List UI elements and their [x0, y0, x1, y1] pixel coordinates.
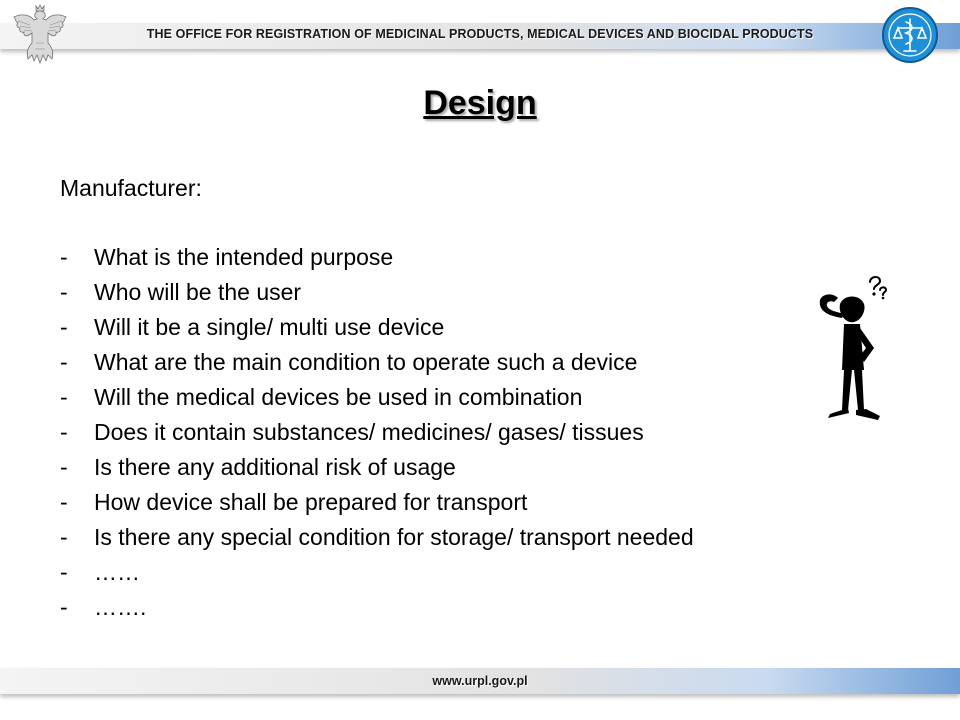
thinking-figure-icon: [808, 270, 892, 430]
subtitle-manufacturer: Manufacturer:: [60, 175, 202, 201]
list-marker: -: [60, 349, 68, 375]
list-item-text: Is there any special condition for storage/ transport needed: [94, 524, 694, 550]
list-item: [60, 592, 694, 627]
list-item: [60, 242, 694, 277]
urpl-seal-icon: [881, 6, 939, 64]
list-item-text: …….: [94, 594, 147, 620]
list-item: [60, 382, 694, 417]
eagle-emblem-icon: [10, 3, 70, 67]
list-item: [60, 522, 694, 557]
list-item-text: Will it be a single/ multi use device: [94, 314, 445, 340]
list-marker: -: [60, 489, 68, 515]
list-marker: -: [60, 419, 68, 445]
list-item: [60, 452, 694, 487]
list-item-text: Will the medical devices be used in combination: [94, 384, 583, 410]
list-item-text: How device shall be prepared for transport: [94, 489, 528, 515]
list-marker: -: [60, 524, 68, 550]
list-marker: -: [60, 454, 68, 480]
list-marker: -: [60, 314, 68, 340]
list-marker: -: [60, 279, 68, 305]
list-item-text: Who will be the user: [94, 279, 302, 305]
list-marker: -: [60, 559, 68, 585]
list-marker: -: [60, 244, 68, 270]
list-item: [60, 277, 694, 312]
header-title: THE OFFICE FOR REGISTRATION OF MEDICINAL PRODUCTS, MEDICAL DEVICES AND BIOCIDAL PRODUCTS: [146, 27, 814, 41]
question-list: [60, 242, 694, 627]
footer-url: www.urpl.gov.pl: [432, 674, 528, 688]
list-item: [60, 312, 694, 347]
slide-title: Design: [423, 84, 537, 122]
list-item-text: Is there any additional risk of usage: [94, 454, 456, 480]
list-item-text: Does it contain substances/ medicines/ gases/ tissues: [94, 419, 644, 445]
list-marker: -: [60, 384, 68, 410]
list-marker: -: [60, 594, 68, 620]
list-item-text: ……: [94, 559, 140, 585]
list-item: [60, 347, 694, 382]
list-item-text: What is the intended purpose: [94, 244, 394, 270]
list-item-text: What are the main condition to operate such a device: [94, 349, 638, 375]
list-item: [60, 417, 694, 452]
list-item: [60, 557, 694, 592]
list-item: [60, 487, 694, 522]
